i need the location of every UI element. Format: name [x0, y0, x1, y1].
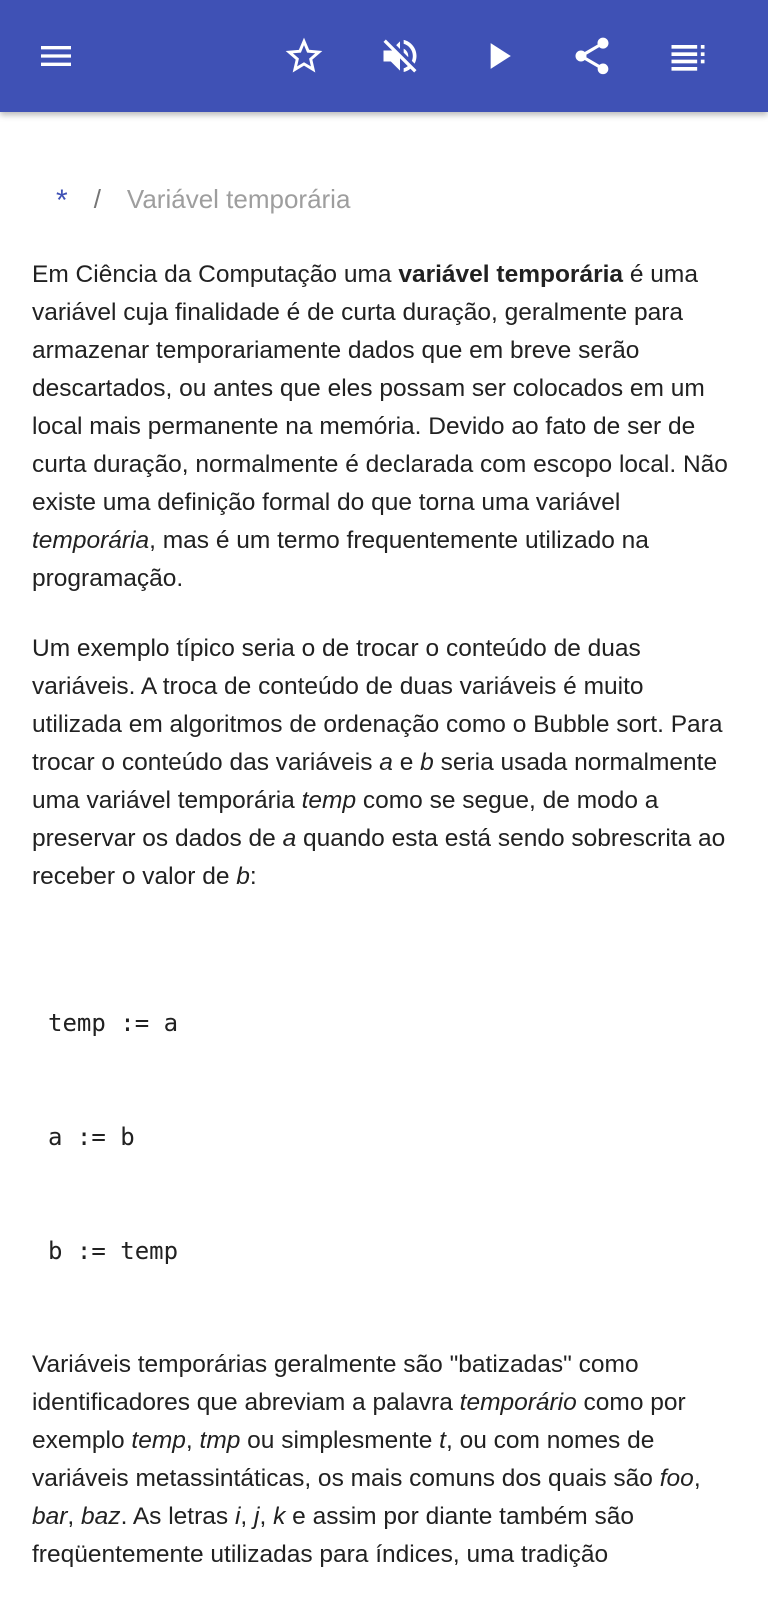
breadcrumb-home-link[interactable]: * [56, 184, 68, 217]
paragraph-example: Um exemplo típico seria o de trocar o conteúdo de duas variáveis. A troca de conteúdo de duas variáveis é muito utilizada em algoritmos de ordenação como o Bubble sort. Para trocar o conteúdo das variáveis a e b seria usada normalmente uma variável temporária temp como se segue, de modo a preservar os dados de a quando esta está sendo sobrescrita ao receber o valor de b: [32, 635, 726, 890]
bookmark-button[interactable] [276, 28, 332, 84]
article-body [32, 256, 736, 1606]
term-highlight: variável temporária [398, 261, 624, 288]
play-icon [476, 34, 520, 78]
paragraph-intro: Em Ciência da Computação uma variável temporária é uma variável cuja finalidade é de curta duração, geralmente para armazenar temporariamente dados que em breve serão descartados, ou antes que eles possam ser colocados em um local mais permanente na memória. Devido ao fato de ser de curta duração, normalmente é declarada com escopo local. Não existe uma definição formal do que torna uma variável temporária, mas é um termo frequentemente utilizado na programação. [32, 261, 728, 592]
paragraph-naming: Variáveis temporárias geralmente são "batizadas" como identificadores que abreviam a palavra temporário como por exemplo temp, tmp ou simplesmente t, ou com nomes de variáveis metassintáticas, os mais comuns dos quais são foo, bar, baz. As letras i, j, k e assim por diante também são freqüentemente utilizadas para índices, uma tradição [32, 1351, 701, 1568]
code-line: temp := a [48, 1009, 179, 1037]
play-button[interactable] [470, 28, 526, 84]
code-line: a := b [48, 1123, 135, 1151]
share-icon [570, 34, 614, 78]
breadcrumb-separator: / [93, 183, 101, 214]
app-bar [0, 0, 768, 112]
star-outline-icon [282, 34, 326, 78]
menu-icon [36, 36, 76, 76]
breadcrumb [56, 183, 351, 217]
playlist-icon [666, 34, 710, 78]
code-line: b := temp [48, 1237, 179, 1265]
contents-button[interactable] [660, 28, 716, 84]
breadcrumb-current: Variável temporária [126, 183, 351, 214]
article-content [0, 112, 768, 1568]
share-button[interactable] [564, 28, 620, 84]
mute-button[interactable] [372, 28, 428, 84]
code-block [48, 928, 736, 1346]
menu-button[interactable] [28, 28, 84, 84]
volume-off-icon [378, 34, 422, 78]
